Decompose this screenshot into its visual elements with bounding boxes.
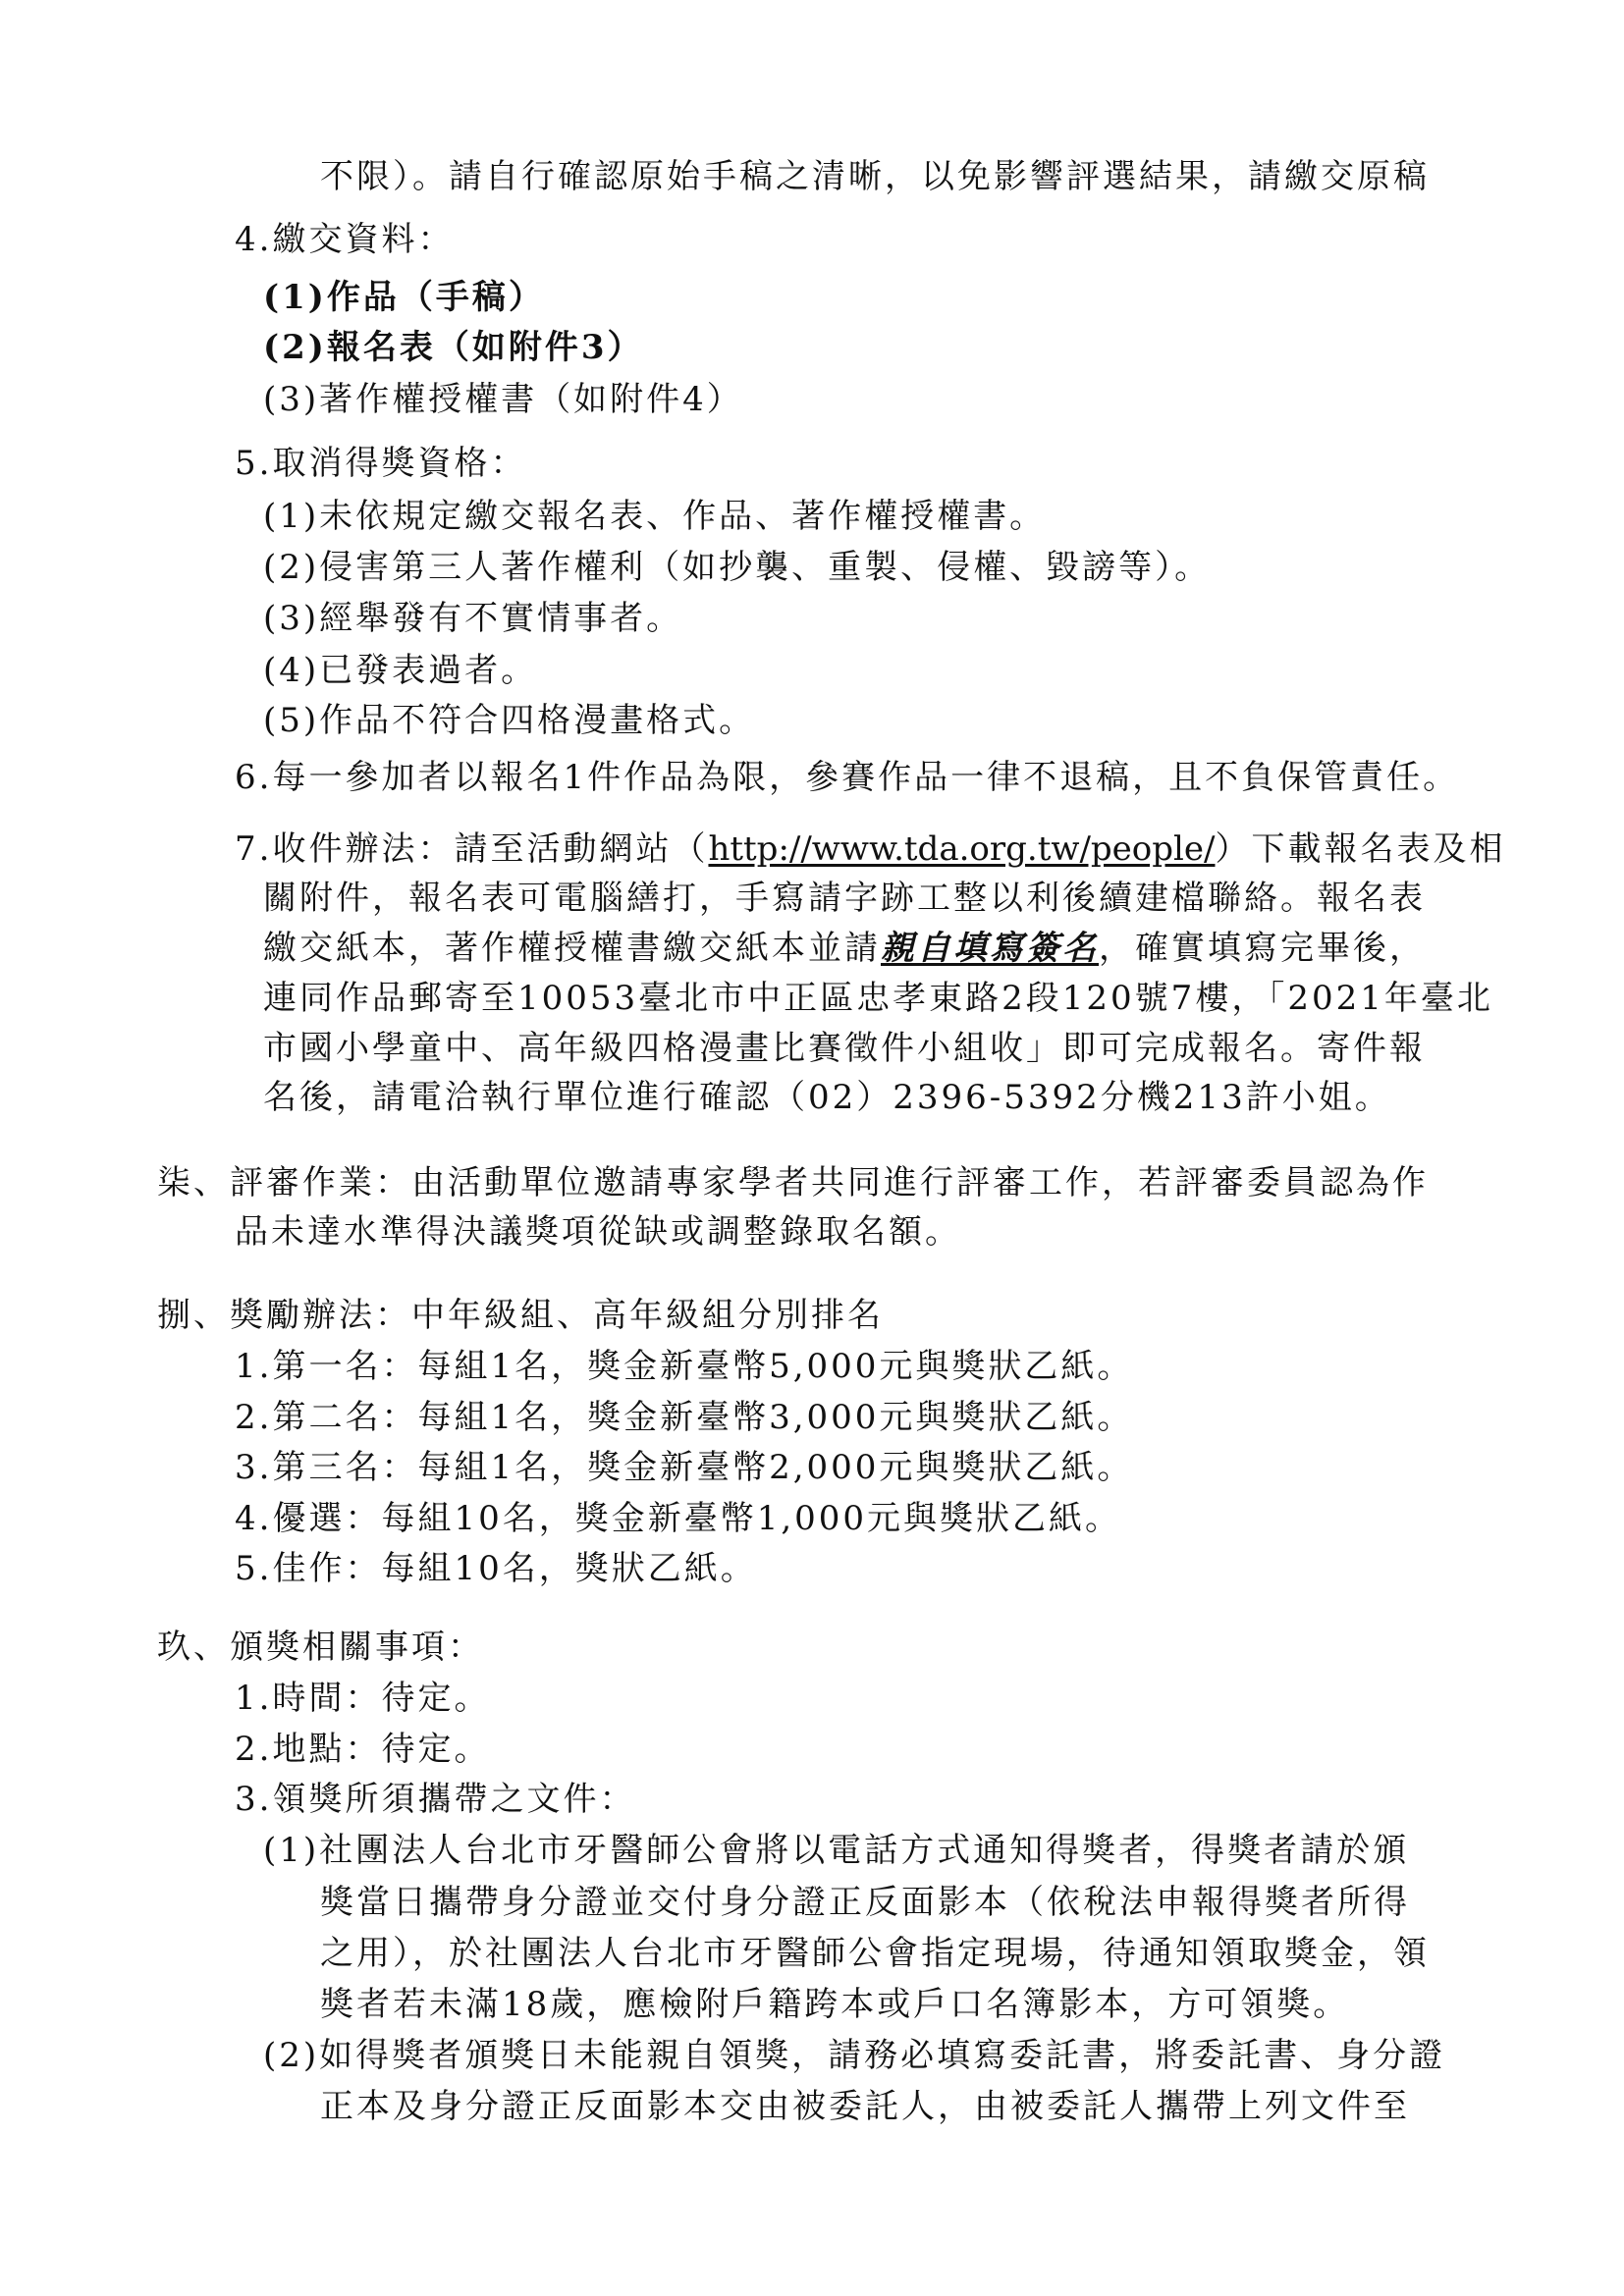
text-fragment: 繳交紙本，著作權授權書繳交紙本並請 xyxy=(263,929,881,968)
text-line: (2)如得獎者頒獎日未能親自領獎，請務必填寫委託書，將委託書、身分證 xyxy=(263,2036,1446,2075)
list-item: (4)已發表過者。 xyxy=(263,651,538,690)
text-line: 6.每一參加者以報名1件作品為限，參賽作品一律不退稿，且不負保管責任。 xyxy=(235,758,1460,797)
text-fragment: ，確實填寫完畢後， xyxy=(1099,929,1426,968)
list-item: 4.優選：每組10名，獎金新臺幣1,000元與獎狀乙紙。 xyxy=(235,1499,1122,1538)
text-line: 之用），於社團法人台北市牙醫師公會指定現場，待通知領取獎金，領 xyxy=(320,1934,1430,1973)
section-heading: 玖、頒獎相關事項： xyxy=(157,1628,484,1667)
section-heading: 4.繳交資料： xyxy=(235,220,455,259)
list-item: (1)未依規定繳交報名表、作品、著作權授權書。 xyxy=(263,497,1047,536)
list-item: 1.第一名：每組1名，獎金新臺幣5,000元與獎狀乙紙。 xyxy=(235,1347,1134,1386)
list-item: 2.地點：待定。 xyxy=(235,1730,491,1769)
website-link[interactable]: http://www.tda.org.tw/people/ xyxy=(708,829,1216,869)
list-item: (5)作品不符合四格漫畫格式。 xyxy=(263,701,756,740)
list-item: (2)侵害第三人著作權利（如抄襲、重製、侵權、毀謗等）。 xyxy=(263,548,1212,587)
text-line: 獎者若未滿18歲，應檢附戶籍跨本或戶口名簿影本，方可領獎。 xyxy=(320,1985,1350,2024)
text-line: 品未達水準得決議獎項從缺或調整錄取名額。 xyxy=(235,1212,961,1252)
list-item: 1.時間：待定。 xyxy=(235,1679,491,1718)
list-item: (2)報名表（如附件3） xyxy=(263,328,644,367)
list-item: 5.佳作：每組10名，獎狀乙紙。 xyxy=(235,1549,757,1588)
text-line: 關附件，報名表可電腦繕打，手寫請字跡工整以利後續建檔聯絡。報名表 xyxy=(263,879,1426,918)
text-line: 市國小學童中、高年級四格漫畫比賽徵件小組收」即可完成報名。寄件報 xyxy=(263,1029,1426,1068)
text-line: 不限）。請自行確認原始手稿之清晰，以免影響評選結果，請繳交原稿 xyxy=(320,157,1430,196)
text-line xyxy=(263,929,1426,968)
list-item: (3)著作權授權書（如附件4） xyxy=(263,380,743,419)
text-fragment: 7.收件辦法：請至活動網站（ xyxy=(235,829,709,869)
section-heading: 柒、評審作業：由活動單位邀請專家學者共同進行評審工作，若評審委員認為作 xyxy=(157,1163,1429,1202)
text-line: 名後，請電洽執行單位進行確認（02）2396-5392分機213許小姐。 xyxy=(263,1078,1391,1117)
signature-emphasis: 親自填寫簽名 xyxy=(881,929,1099,968)
list-item: 3.領獎所須攜帶之文件： xyxy=(235,1780,636,1819)
list-item: (3)經舉發有不實情事者。 xyxy=(263,599,683,638)
text-line: 正本及身分證正反面影本交由被委託人，由被委託人攜帶上列文件至 xyxy=(320,2087,1410,2126)
text-line: (1)社團法人台北市牙醫師公會將以電話方式通知得獎者，得獎者請於頒 xyxy=(263,1831,1410,1870)
list-item: 3.第三名：每組1名，獎金新臺幣2,000元與獎狀乙紙。 xyxy=(235,1448,1134,1487)
section-heading: 捌、獎勵辦法：中年級組、高年級組分別排名 xyxy=(157,1296,884,1335)
text-line: 連同作品郵寄至10053臺北市中正區忠孝東路2段120號7樓，「2021年臺北 xyxy=(263,979,1493,1018)
list-item: 2.第二名：每組1名，獎金新臺幣3,000元與獎狀乙紙。 xyxy=(235,1398,1134,1437)
text-fragment: ）下載報名表及相 xyxy=(1215,829,1506,869)
list-item: (1)作品（手稿） xyxy=(263,278,545,317)
text-line: 獎當日攜帶身分證並交付身分證正反面影本（依稅法申報得獎者所得 xyxy=(320,1883,1410,1922)
section-heading: 5.取消得獎資格： xyxy=(235,444,527,483)
text-line xyxy=(235,829,1505,869)
